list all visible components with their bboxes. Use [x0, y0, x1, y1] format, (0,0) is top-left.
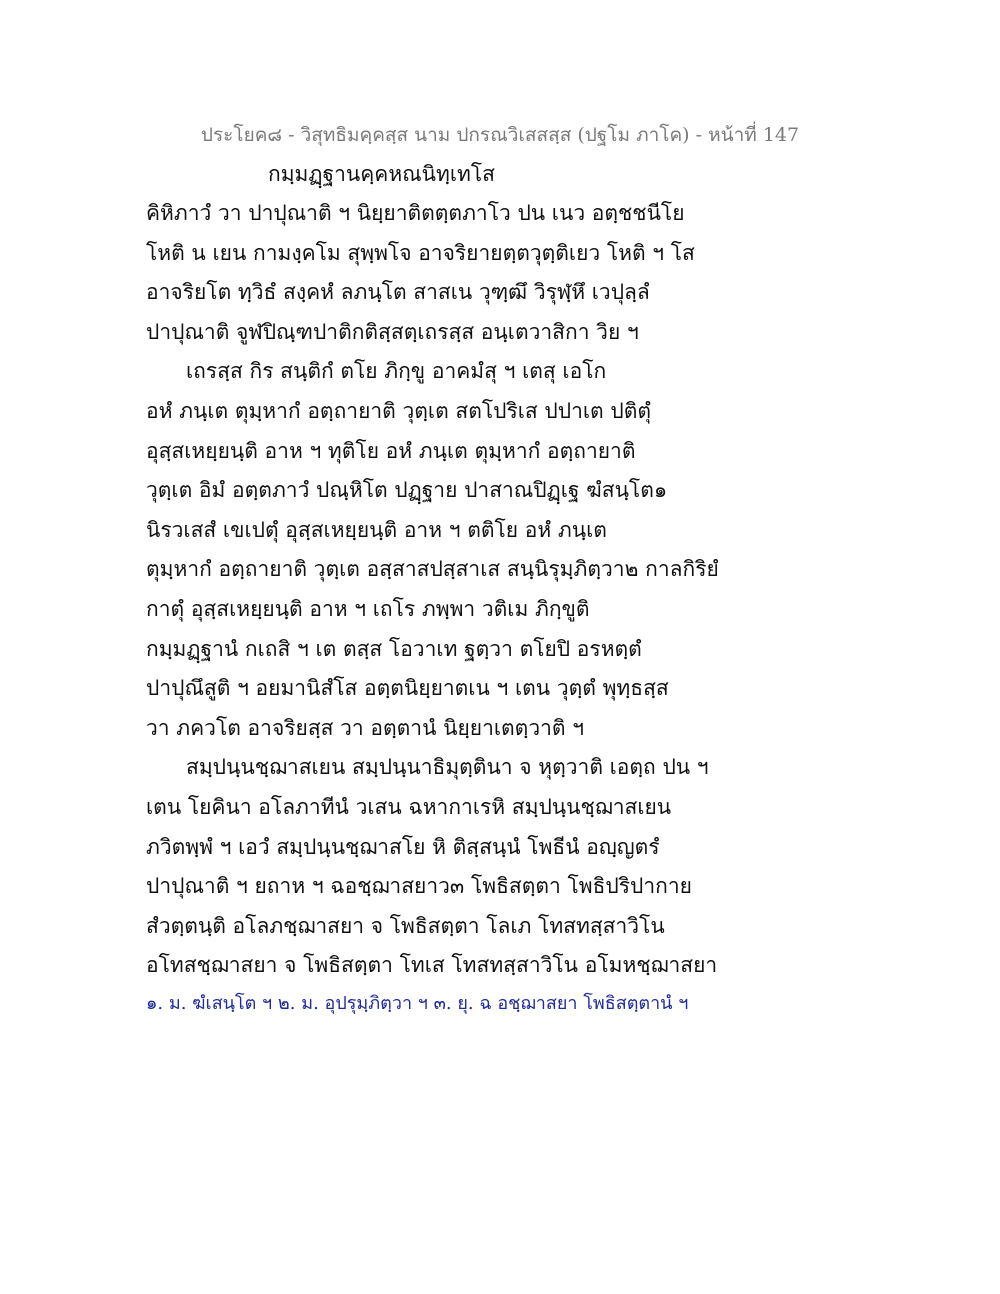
- text-line: กาตุํ อุสฺสเหยฺยนฺติ อาห ฯ เถโร ภพฺพา วติเม ภิกฺขูติ: [146, 596, 590, 621]
- body-text: [146, 194, 866, 986]
- text-line: ปาปุณาติ จูฬปิณฺฑปาติกติสฺสตฺเถรสฺส อนฺเตวาสิกา วิย ฯ: [146, 319, 639, 344]
- text-line: วา ภควโต อาจริยสฺส วา อตฺตานํ นิยฺยาเตตฺวาติ ฯ: [146, 715, 585, 740]
- text-line: ปาปุณาติ ฯ ยถาห ฯ ฉอชฺฌาสยาว๓ โพธิสตฺตา โพธิปริปากาย: [146, 874, 692, 899]
- text-line: อโทสชฺฌาสยา จ โพธิสตฺตา โทเส โทสทสฺสาวิโน อโมหชฺฌาสยา: [146, 953, 718, 978]
- paragraph-start-line: เถรสฺส กิร สนฺติกํ ตโย ภิกฺขู อาคมํสุ ฯ เตสุ เอโก: [186, 359, 607, 384]
- section-heading: กมฺมฏฺฐานคฺคหณนิทฺเทโส: [268, 162, 495, 186]
- text-line: นิรวเสสํ เขเปตุํ อุสฺสเหยฺยนฺติ อาห ฯ ตติโย อหํ ภนฺเต: [146, 517, 607, 542]
- footnotes: ๑. ม. ฆํเสนฺโต ฯ ๒. ม. อุปรุมฺภิตฺวา ฯ ๓. ยุ. ฉ อชฺฌาสยา โพธิสตฺตานํ ฯ: [146, 993, 689, 1014]
- text-line: เตน โยคินา อโลภาทีนํ วเสน ฉหากาเรหิ สมฺปนฺนชฺฌาสเยน: [146, 794, 672, 819]
- text-line: โหติ น เยน กามงฺคโม สุพฺพโจ อาจริยายตฺตวุตฺติเยว โหติ ฯ โส: [146, 240, 695, 265]
- page-header: ประโยค๘ - วิสุทธิมคฺคสฺส นาม ปกรณวิเสสสฺส (ปฐโม ภาโค) - หน้าที่ 147: [200, 124, 800, 146]
- text-line: ตุมฺหากํ อตฺถายาติ วุตฺเต อสฺสาสปสฺสาเส สนฺนิรุมฺภิตฺวา๒ กาลกิริยํ: [146, 557, 719, 582]
- text-line: กมฺมฏฺฐานํ กเถสิ ฯ เต ตสฺส โอวาเท ฐตฺวา ตโยปิ อรหตฺตํ: [146, 636, 642, 661]
- text-line: ภวิตพฺพํ ฯ เอวํ สมฺปนฺนชฺฌาสโย หิ ติสฺสนฺนํ โพธีนํ อญฺญตรํ: [146, 834, 660, 859]
- text-line: คิหิภาวํ วา ปาปุณาติ ฯ นิยฺยาติตตฺตภาโว ปน เนว อตฺชชนีโย: [146, 201, 685, 225]
- text-line: อาจริยโต ทฺวิธํ สงฺคหํ ลภนฺโต สาสเน วุฑฺฒึ วิรุฬฺหึ เวปุลฺลํ: [146, 280, 650, 305]
- text-line: วุตฺเต อิมํ อตฺตภาวํ ปณฺหิโต ปฏฺฐาย ปาสาณปิฏฺเฐ ฆํสนฺโต๑: [146, 478, 668, 503]
- text-line: ปาปุณึสูติ ฯ อยมานิสํโส อตฺตนิยฺยาตเน ฯ เตน วุตฺตํ พุทฺธสฺส: [146, 676, 669, 701]
- text-line: อุสฺสเหยฺยนฺติ อาห ฯ ทุติโย อหํ ภนฺเต ตุมฺหากํ อตฺถายาติ: [146, 438, 636, 463]
- text-line: อหํ ภนฺเต ตุมฺหากํ อตฺถายาติ วุตฺเต สตโปริเส ปปาเต ปติตุํ: [146, 398, 651, 423]
- paragraph-start-line: สมฺปนฺนชฺฌาสเยน สมฺปนฺนาธิมุตฺตินา จ หุตฺวาติ เอตฺถ ปน ฯ: [186, 755, 709, 780]
- text-line: สํวตฺตนฺติ อโลภชฺฌาสยา จ โพธิสตฺตา โลเภ โทสทสฺสาวิโน: [146, 913, 665, 938]
